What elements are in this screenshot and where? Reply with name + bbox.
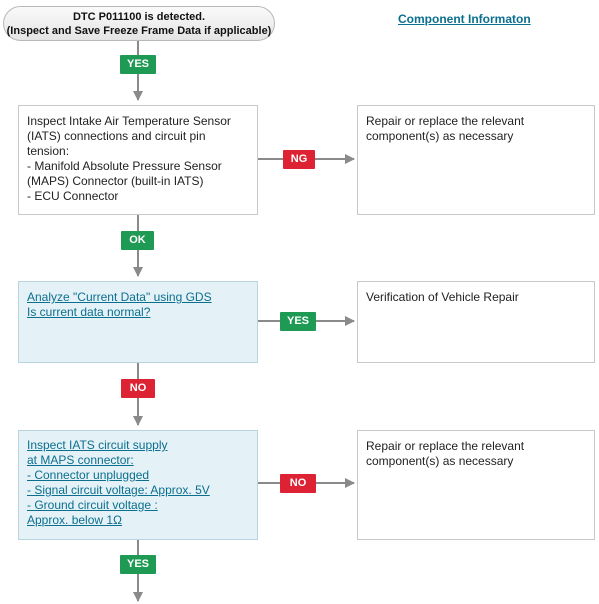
badge-no-step2: NO — [121, 379, 155, 398]
step1-inspect-iats-box — [18, 105, 258, 215]
badge-ok: OK — [121, 231, 154, 250]
step3-link-line[interactable]: Approx. below 1Ω — [27, 513, 123, 527]
step2-analyze-current-data-box — [18, 281, 258, 363]
step2-verification-box — [357, 281, 595, 363]
step1-result-line: Repair or replace the relevant — [366, 114, 525, 128]
step1-line: (IATS) connections and circuit pin — [27, 129, 206, 143]
badge-yes-start: YES — [120, 55, 156, 74]
step1-line: Inspect Intake Air Temperature Sensor — [27, 114, 231, 128]
step2-link-line[interactable]: Is current data normal? — [27, 305, 151, 319]
step3-repair-box — [357, 430, 595, 540]
badge-yes-step2: YES — [280, 312, 316, 331]
step2-link-line[interactable]: Analyze "Current Data" using GDS — [27, 290, 212, 304]
start-node — [3, 6, 275, 41]
start-line2: (Inspect and Save Freeze Frame Data if applicable) — [6, 25, 272, 37]
step1-result-line: component(s) as necessary — [366, 129, 514, 143]
step3-result-line: Repair or replace the relevant — [366, 439, 525, 453]
start-line1: DTC P011100 is detected. — [72, 11, 206, 23]
step2-result-line: Verification of Vehicle Repair — [366, 290, 519, 304]
step3-link-line[interactable]: - Connector unplugged — [27, 468, 150, 482]
step1-line: - ECU Connector — [27, 189, 119, 203]
step3-inspect-supply-box — [18, 430, 258, 540]
step3-link-line[interactable]: - Signal circuit voltage: Approx. 5V — [27, 483, 210, 497]
step1-line: - Manifold Absolute Pressure Sensor — [27, 159, 222, 173]
step3-link-line[interactable]: - Ground circuit voltage : — [27, 498, 158, 512]
step3-result-line: component(s) as necessary — [366, 454, 514, 468]
step1-repair-box — [357, 105, 595, 215]
badge-ng: NG — [283, 150, 315, 169]
step3-link-line[interactable]: at MAPS connector: — [27, 453, 134, 467]
step1-line: tension: — [27, 144, 70, 158]
step1-line: (MAPS) Connector (built-in IATS) — [27, 174, 204, 188]
badge-no-step3: NO — [280, 474, 316, 493]
step3-link-line[interactable]: Inspect IATS circuit supply — [27, 438, 168, 452]
component-information-link[interactable]: Component Informaton — [398, 12, 531, 26]
badge-yes-step3: YES — [120, 555, 156, 574]
